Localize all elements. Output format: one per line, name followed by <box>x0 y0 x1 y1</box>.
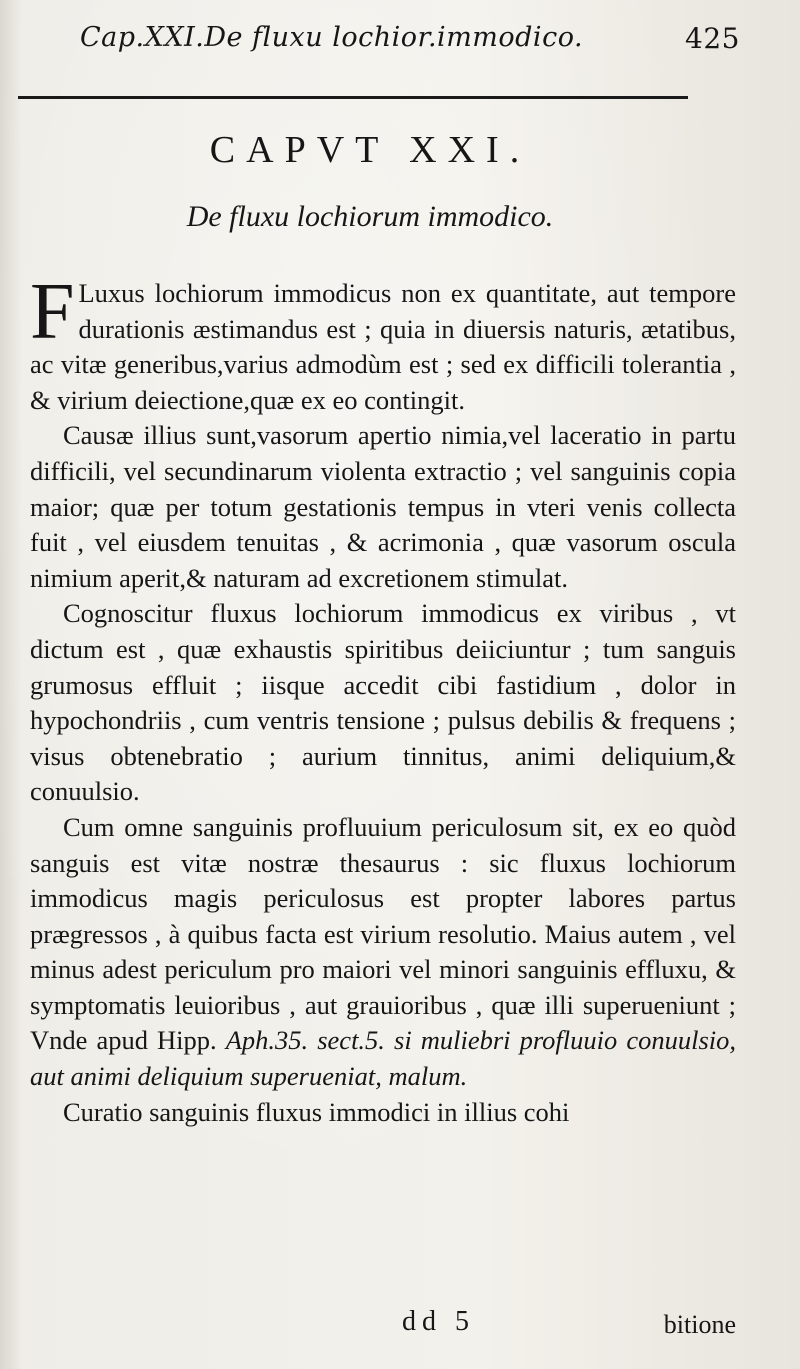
drop-cap-initial: F <box>30 268 75 356</box>
paragraph-2: Causæ illius sunt,vasorum apertio nimia,vel laceratio in partu difficili, vel secundinarum violenta extractio ; vel sanguinis copia maior; quæ per totum gestationis tempus in vteri venis collecta fuit , vel eiusdem tenuitas , & acrimonia , quæ vasorum oscula nimium aperit,& naturam ad excretionem stimulat. <box>30 420 736 593</box>
header-rule <box>18 96 688 99</box>
paragraph-1 <box>30 268 736 418</box>
paragraph-3: Cognoscitur fluxus lochiorum immodicus ex viribus , vt dictum est , quæ exhaustis spiritibus deiiciuntur ; tum sanguis grumosus effluit ; iisque accedit cibi fastidium , dolor in hypochondriis , cum ventris tensione ; pulsus debilis & frequens ; visus obtenebratio ; aurium tinnitus, animi deliquium,& conuulsio. <box>30 598 736 807</box>
chapter-subtitle: De fluxu lochiorum immodico. <box>186 200 554 233</box>
paragraph-4-text: Cum omne sanguinis profluuium periculosum sit, ex eo quòd sanguis est vitæ nostræ thesaurus : sic fluxus lochiorum immodicus magis periculosus est propter labores partus prægressos , à quibus facta est virium resolutio. Maius autem , vel minus adest periculum pro maiori vel minori sanguinis effluxu, & symptomatis leuioribus , aut grauioribus , quæ illi superueniunt ; Vnde apud Hipp. <box>30 811 736 1056</box>
aphorism-quote: si muliebri profluuio conuulsio, aut animi deliquium superueniat, malum. <box>30 1025 736 1092</box>
catchword: bitione <box>663 1310 736 1339</box>
paragraph-1-text: Luxus lochiorum immodicus non ex quantitate, aut tempore durationis æstimandus est ; quia in diuersis naturis, ætatibus, ac vitæ generibus,varius admodùm est ; sed ex difficili tolerantia , & virium deiectione,quæ ex eo contingit. <box>30 278 736 415</box>
running-head <box>80 22 740 62</box>
paragraph-4 <box>30 810 736 1095</box>
running-title: Cap.XXI.De fluxu lochior.immodico. <box>80 22 584 53</box>
page-number: 425 <box>685 22 740 55</box>
chapter-heading: CAPVT XXI. <box>209 129 531 171</box>
body-text <box>30 268 736 1130</box>
signature-mark: dd 5 <box>402 1306 475 1337</box>
paragraph-5: Curatio sanguinis fluxus immodici in illius cohi <box>63 1096 570 1127</box>
citation: Aph.35. sect.5. <box>225 1025 385 1056</box>
